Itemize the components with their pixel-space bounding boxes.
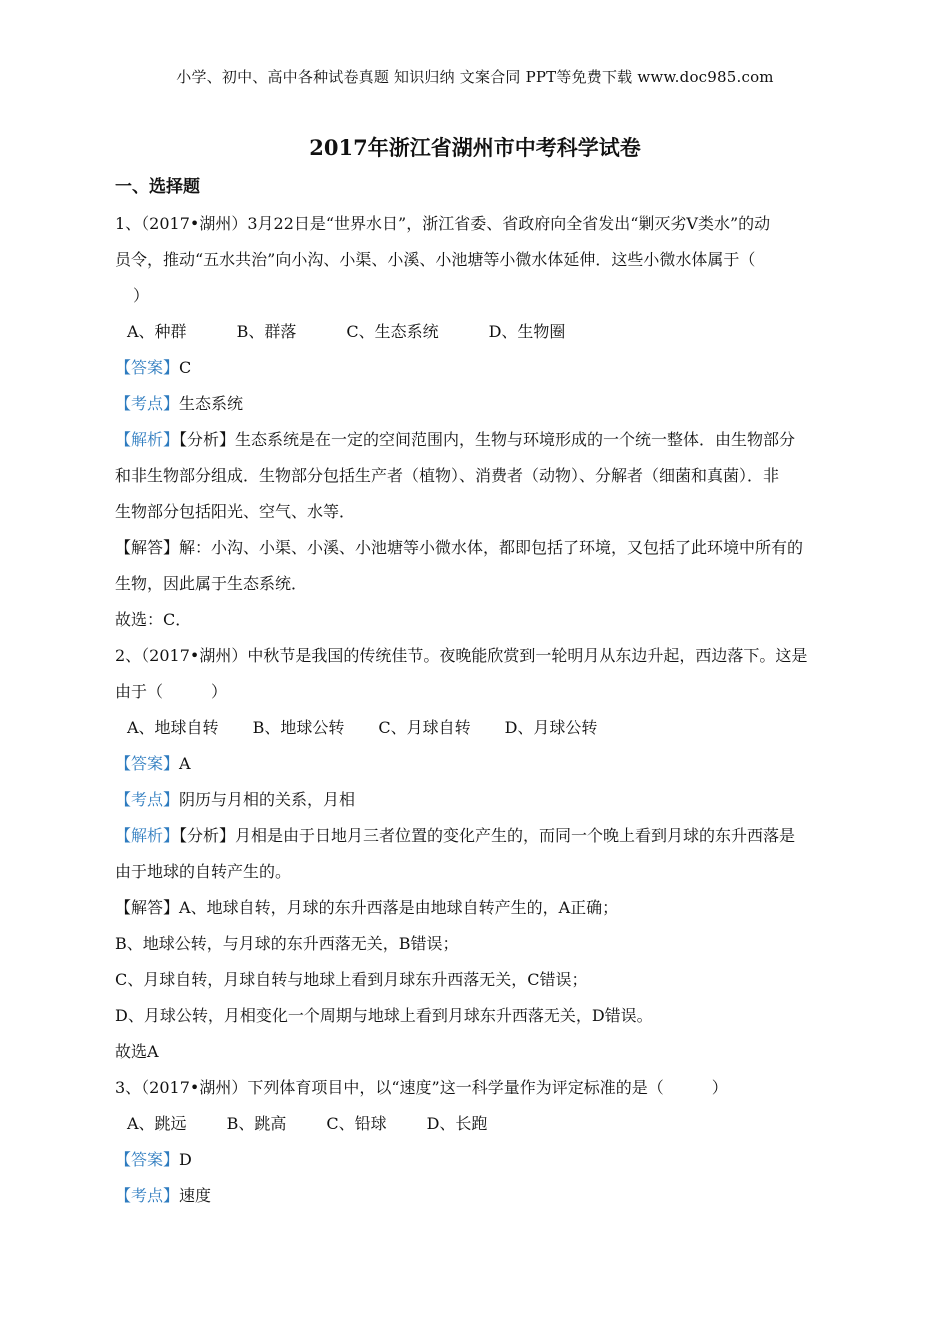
question-stem: ） — [133, 286, 150, 305]
answer-line — [115, 350, 840, 386]
questions-content — [115, 206, 840, 1214]
point-line — [115, 782, 840, 818]
page-header: 小学、初中、高中各种试卷真题 知识归纳 文案合同 PPT等免费下载 www.doc985.com — [176, 68, 774, 86]
point-value: 生态系统 — [179, 394, 244, 413]
option-b: B、跳高 — [226, 1114, 287, 1133]
analysis-line — [115, 818, 840, 854]
conclusion: 故选A — [115, 1042, 159, 1061]
solve-line: 生物，因此属于生态系统． — [115, 574, 308, 593]
solve-tag: 解答 — [131, 538, 164, 557]
document-title: 2017年浙江省湖州市中考科学试卷 — [309, 135, 641, 160]
option-c: C、生态系统 — [346, 322, 439, 341]
answer-tag: 【答案】 — [115, 358, 180, 377]
question-options — [115, 710, 840, 746]
solve-line: 【解答】A、地球自转，月球的东升西落是由地球自转产生的，A正确； — [115, 898, 619, 917]
option-d: D、月球公转 — [504, 718, 598, 737]
option-d: D、生物圈 — [488, 322, 566, 341]
solve-line: B、地球公转，与月球的东升西落无关，B错误； — [115, 934, 459, 953]
question-options — [115, 314, 840, 350]
answer-value: D — [179, 1150, 192, 1169]
answer-line — [115, 746, 840, 782]
analysis-line: 生物部分包括阳光、空气、水等． — [115, 502, 356, 521]
answer-value: C — [179, 358, 192, 377]
question-3 — [115, 1070, 840, 1214]
answer-tag: 【答案】 — [115, 1150, 180, 1169]
answer-tag: 【答案】 — [115, 754, 180, 773]
option-a: A、跳远 — [127, 1114, 187, 1133]
question-stem: 3、（2017•湖州）下列体育项目中，以“速度”这一科学量作为评定标准的是（ ） — [115, 1078, 728, 1097]
question-stem: 1、（2017•湖州）3月22日是“世界水日”，浙江省委、省政府向全省发出“剿灭劣V类水”的动 — [115, 214, 771, 233]
analysis-tag: 【解析】 — [115, 826, 180, 845]
question-stem: 2、（2017•湖州）中秋节是我国的传统佳节。夜晚能欣赏到一轮明月从东边升起，西边落下。这是 — [115, 646, 808, 665]
solve-tag: 解答 — [131, 898, 164, 917]
option-b: B、群落 — [236, 322, 297, 341]
option-a: A、地球自转 — [127, 718, 219, 737]
analysis-text: 【分析】月相是由于日地月三者位置的变化产生的，而同一个晚上看到月球的东升西落是 — [179, 826, 796, 845]
conclusion: 故选：C． — [115, 610, 192, 629]
option-c: C、月球自转 — [378, 718, 471, 737]
question-2 — [115, 638, 840, 1070]
question-1 — [115, 206, 840, 638]
option-b: B、地球公转 — [252, 718, 345, 737]
point-value: 速度 — [179, 1186, 212, 1205]
solve-line: 【解答】解：小沟、小渠、小溪、小池塘等小微水体，都即包括了环境，又包括了此环境中所有的 — [115, 538, 804, 557]
point-tag: 【考点】 — [115, 394, 180, 413]
option-d: D、长跑 — [426, 1114, 488, 1133]
analysis-line: 和非生物部分组成．生物部分包括生产者（植物）、消费者（动物）、分解者（细菌和真菌）．非 — [115, 466, 780, 485]
question-options — [115, 1106, 840, 1142]
analysis-text: 【分析】生态系统是在一定的空间范围内，生物与环境形成的一个统一整体．由生物部分 — [179, 430, 796, 449]
solve-text: 解：小沟、小渠、小溪、小池塘等小微水体，都即包括了环境，又包括了此环境中所有的 — [179, 538, 804, 557]
solve-text: A、地球自转，月球的东升西落是由地球自转产生的，A正确； — [179, 898, 619, 917]
answer-line — [115, 1142, 840, 1178]
analysis-tag: 【解析】 — [115, 430, 180, 449]
solve-line: C、月球自转，月球自转与地球上看到月球东升西落无关，C错误； — [115, 970, 588, 989]
point-value: 阴历与月相的关系，月相 — [179, 790, 356, 809]
solve-line: D、月球公转，月相变化一个周期与地球上看到月球东升西落无关，D错误。 — [115, 1006, 653, 1025]
option-c: C、铅球 — [326, 1114, 387, 1133]
point-tag: 【考点】 — [115, 1186, 180, 1205]
question-stem: 员令，推动“五水共治”向小沟、小渠、小溪、小池塘等小微水体延伸．这些小微水体属于（ — [115, 250, 756, 269]
question-stem: 由于（ ） — [115, 682, 228, 701]
analysis-line: 由于地球的自转产生的。 — [115, 862, 292, 881]
section-title: 一、选择题 — [115, 177, 200, 197]
point-line — [115, 386, 840, 422]
option-a: A、种群 — [127, 322, 187, 341]
answer-value: A — [179, 754, 191, 773]
point-tag: 【考点】 — [115, 790, 180, 809]
analysis-line — [115, 422, 840, 458]
point-line — [115, 1178, 840, 1214]
